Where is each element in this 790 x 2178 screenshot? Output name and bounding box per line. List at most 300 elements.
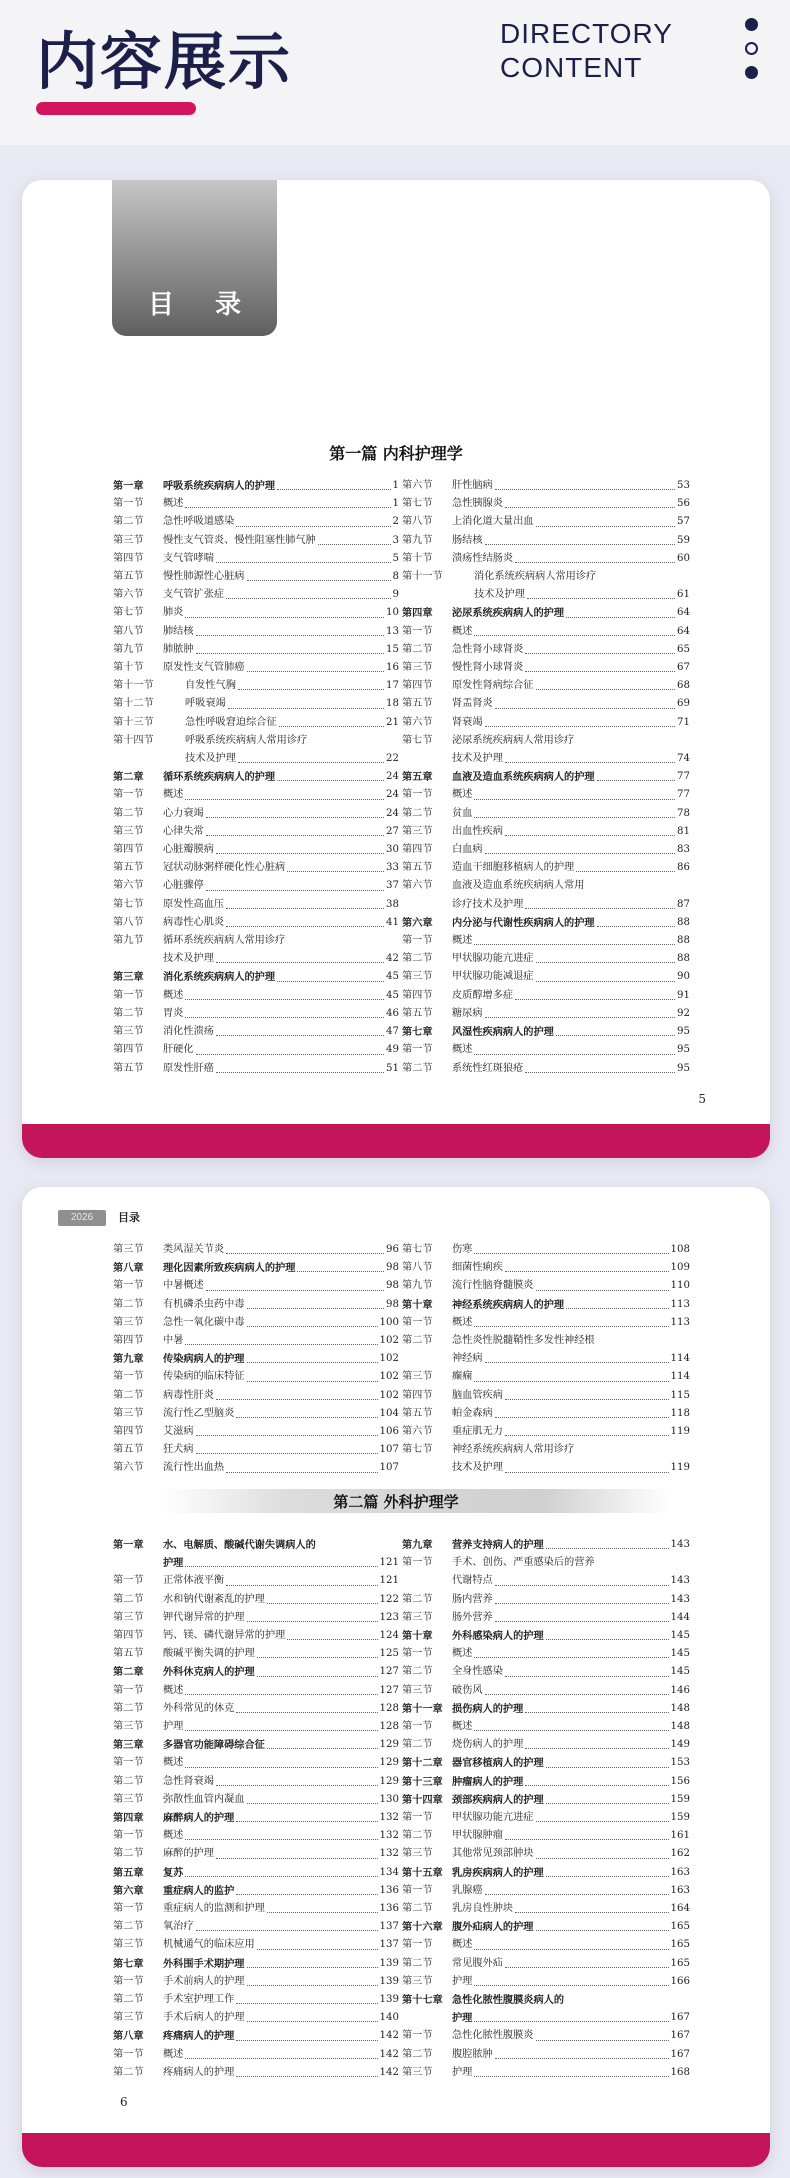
toc-entry-page: 161: [670, 1830, 690, 1842]
toc-entry-number: 第七节: [113, 898, 144, 910]
toc-entry-page: 74: [677, 753, 690, 765]
toc-entry-number: 第六节: [402, 1426, 433, 1438]
toc-entry-page: 134: [379, 1866, 399, 1878]
dot-leader: [566, 604, 675, 617]
toc-entry-title: 正常体液平衡: [163, 1575, 225, 1587]
toc-entry-title: 技术及护理: [474, 589, 525, 601]
toc-entry-number: 第六节: [402, 716, 433, 728]
toc-entry-row: [402, 1827, 690, 1845]
toc-entry-row: [402, 1350, 690, 1368]
toc-entry-page: 41: [386, 916, 399, 928]
dot-leader: [185, 1718, 377, 1731]
toc-entry-row: [402, 623, 690, 641]
toc-entry-title: 弥散性血管内凝血: [163, 1793, 245, 1805]
toc-entry-number: 第三节: [113, 1407, 144, 1419]
toc-entry-row: [402, 1845, 690, 1863]
dot-leader: [196, 641, 384, 654]
toc-entry-page: 127: [379, 1666, 399, 1678]
dot-leader: [536, 968, 676, 981]
toc-entry-title: 原发性肝癌: [163, 1062, 214, 1074]
dot-leader: [236, 1700, 377, 1713]
dot-leader: [236, 1809, 377, 1822]
toc-entry-title: 手术后病人的护理: [163, 2012, 245, 2024]
toc-entry-title: 呼吸系统疾病病人的护理: [163, 480, 276, 492]
toc-entry-number: 第二节: [113, 1775, 144, 1787]
toc-entry-page: 148: [670, 1702, 690, 1714]
toc-entry-page: 5: [392, 552, 399, 564]
toc-entry-number: 第一节: [113, 1757, 144, 1769]
toc-entry-title: 护理: [163, 1557, 184, 1570]
toc-entry-row: [402, 1682, 690, 1700]
dot-leader: [216, 1845, 378, 1858]
toc-entry-title: 疼痛病人的护理: [163, 2030, 235, 2043]
toc-entry-title: 概述: [452, 1721, 473, 1733]
toc-entry-number: 第一章: [113, 480, 144, 492]
dot-leader: [505, 1955, 669, 1968]
toc-entry-page: 129: [379, 1739, 399, 1751]
part-title: 第一篇 内科护理学: [329, 444, 463, 463]
toc-entry-row: [402, 932, 690, 950]
toc-entry-page: 145: [670, 1666, 690, 1678]
toc-entry-title: 甲状腺功能减退症: [452, 971, 534, 983]
toc-entry-title: 外科感染病人的护理: [452, 1630, 544, 1643]
toc-entry-row: [402, 1441, 690, 1459]
toc-entry-row: [402, 1736, 690, 1754]
toc-entry-title: 类风湿关节炎: [163, 1244, 225, 1255]
toc-entry-number: 第五节: [113, 571, 144, 583]
toc-entry-page: 102: [379, 1335, 399, 1347]
toc-entry-number: 第三节: [113, 1721, 144, 1733]
toc-entry-page: 129: [379, 1757, 399, 1769]
toc-entry-page: 22: [386, 753, 399, 765]
toc-entry-title: 皮质醇增多症: [452, 989, 514, 1001]
toc-tab: [112, 180, 277, 336]
toc-entry-number: 第十三章: [402, 1775, 443, 1788]
dot-leader: [515, 987, 675, 1000]
toc-entry-row: [402, 1718, 690, 1736]
toc-entry-title: 乳房良性肿块: [452, 1903, 514, 1915]
toc-page-2: [22, 1187, 770, 2167]
toc-entry-row: [402, 659, 690, 677]
dot-leader: [185, 1827, 377, 1840]
dot-leader: [505, 750, 675, 763]
toc-entry-number: 第四节: [402, 844, 433, 856]
toc-entry-page: 1: [392, 480, 399, 491]
toc-entry-number: 第十二节: [113, 698, 154, 710]
toc-entry-row: [402, 677, 690, 695]
toc-entry-page: 119: [670, 1462, 690, 1474]
toc-chapter-row: [113, 1864, 399, 1882]
toc-entry-title: 复苏: [163, 1866, 184, 1879]
dot-leader: [525, 1736, 668, 1749]
toc-entry-title: 神经病: [452, 1353, 483, 1365]
toc-entry-row: [113, 1845, 399, 1863]
toc-entry-number: 第二节: [402, 1739, 433, 1751]
toc-entry-number: 第六章: [402, 916, 433, 929]
toc-entry-title: 概述: [452, 1939, 473, 1951]
toc-entry-title: 消化系统疾病病人的护理: [163, 971, 276, 984]
toc-entry-page: 10: [386, 607, 399, 619]
toc-entry-page: 13: [386, 625, 399, 637]
toc-chapter-row: [113, 1955, 399, 1973]
toc-entry-number: 第九节: [402, 534, 433, 546]
toc-entry-title: 概述: [452, 1316, 473, 1328]
dot-leader: [536, 1845, 669, 1858]
toc-entry-row: [402, 987, 690, 1005]
toc-entry-title: 概述: [163, 789, 184, 801]
toc-chapter-row: [402, 1700, 690, 1718]
toc-entry-number: 第十一节: [402, 571, 443, 583]
dot-leader: [216, 1387, 378, 1400]
toc-entry-number: 第十一节: [113, 680, 154, 692]
toc-entry-number: 第十四章: [402, 1793, 443, 1806]
toc-entry-page: 124: [379, 1630, 399, 1642]
toc-chapter-row: [402, 1754, 690, 1772]
toc-entry-title: 理化因素所致疾病病人的护理: [163, 1262, 296, 1275]
toc-entry-row: [113, 1423, 399, 1441]
toc-chapter-row: [402, 1864, 690, 1882]
toc-entry-number: 第十章: [402, 1630, 433, 1643]
toc-chapter-row: [113, 2027, 399, 2045]
toc-entry-page: 122: [379, 1593, 399, 1605]
dot-leader: [495, 695, 675, 708]
toc-entry-title: 传染病病人的护理: [163, 1353, 245, 1366]
toc-entry-title: 概述: [163, 1684, 184, 1696]
toc-entry-title: 水和钠代谢紊乱的护理: [163, 1593, 265, 1605]
toc-entry-row: [113, 1572, 399, 1590]
dot-leader: [474, 1718, 668, 1731]
toc-entry-title: 急性胰腺炎: [452, 498, 503, 510]
toc-entry-number: 第三节: [402, 1848, 433, 1860]
toc-entry-title: 概述: [163, 989, 184, 1001]
toc-entry-page: 132: [379, 1848, 399, 1860]
dot-leader: [485, 1350, 669, 1363]
dot-leader: [216, 1060, 384, 1073]
toc-entry-page: 159: [670, 1812, 690, 1824]
toc-entry-page: 156: [670, 1775, 690, 1787]
toc-entry-number: 第一节: [402, 2030, 433, 2042]
dot-leader: [236, 2064, 377, 2077]
toc-entry-title: 原发性肾病综合征: [452, 680, 534, 692]
toc-entry-row: [113, 1368, 399, 1386]
toc-entry-row: [113, 1773, 399, 1791]
toc-entry-title: 呼吸系统疾病病人常用诊疗: [185, 734, 308, 746]
dot-leader: [546, 1536, 669, 1549]
toc-entry-page: 88: [677, 935, 690, 947]
toc-entry-title: 上消化道大量出血: [452, 516, 534, 528]
toc-entry-number: 第十节: [402, 552, 433, 564]
toc-entry-page: 69: [677, 698, 690, 710]
toc-entry-page: 110: [670, 1280, 690, 1292]
toc-entry-page: 148: [670, 1721, 690, 1733]
toc-entry-number: 第三节: [113, 1244, 144, 1255]
toc-page-1: [22, 180, 770, 1158]
toc-entry-page: 102: [379, 1389, 399, 1401]
toc-entry-row: [113, 513, 399, 531]
toc-entry-page: 167: [670, 2012, 690, 2024]
toc-entry-page: 2: [392, 516, 399, 528]
toc-entry-row: [402, 1609, 690, 1627]
toc-entry-row: [402, 1368, 690, 1386]
toc-entry-title: 癫痫: [452, 1371, 473, 1383]
dot-leader: [206, 823, 384, 836]
toc-entry-row: [402, 695, 690, 713]
toc-chapter-row: [402, 1991, 690, 2009]
toc-entry-page: 119: [670, 1426, 690, 1438]
toc-entry-number: 第一节: [402, 1721, 433, 1733]
toc-entry-row: [113, 1005, 399, 1023]
toc-entry-page: 137: [379, 1921, 399, 1933]
dot-leader: [527, 586, 675, 599]
dot-leader: [226, 1241, 384, 1254]
toc-entry-title: 支气管哮喘: [163, 552, 214, 564]
dot-leader: [257, 1645, 378, 1658]
toc-entry-number: 第一节: [113, 1371, 144, 1383]
dot-leader: [474, 1041, 675, 1054]
toc-entry-title: 甲状腺肿瘤: [452, 1830, 503, 1842]
dot-leader: [226, 586, 390, 599]
toc-entry-number: 第三节: [113, 1026, 144, 1038]
toc-entry-number: 第二章: [113, 771, 144, 784]
toc-entry-number: 第二节: [402, 1903, 433, 1915]
toc-entry-title: 钙、镁、磷代谢异常的护理: [163, 1630, 286, 1642]
toc-entry-title: 急性呼吸道感染: [163, 516, 235, 528]
toc-entry-row: [402, 1955, 690, 1973]
toc-entry-row: [113, 604, 399, 622]
toc-entry-number: 第十七章: [402, 1994, 443, 2007]
toc-entry-number: 第二节: [402, 1593, 433, 1605]
toc-column-left: [113, 1241, 399, 1478]
toc-entry-page: 128: [379, 1721, 399, 1733]
toc-entry-title: 护理: [452, 1975, 473, 1987]
toc-entry-row: [113, 695, 399, 713]
toc-entry-title: 肠外营养: [452, 1611, 493, 1623]
toc-entry-number: 第三节: [402, 971, 433, 983]
toc-entry-row: [113, 2064, 399, 2082]
toc-entry-row: [113, 1627, 399, 1645]
toc-entry-title: 脑血管疾病: [452, 1389, 503, 1401]
toc-entry-title: 肝性脑病: [452, 480, 493, 491]
toc-entry-title: 急性呼吸窘迫综合征: [185, 716, 277, 728]
toc-entry-page: 90: [677, 971, 690, 983]
toc-entry-title: 烧伤病人的护理: [452, 1739, 524, 1751]
toc-entry-row: [402, 950, 690, 968]
toc-entry-number: 第八节: [113, 916, 144, 928]
toc-entry-title: 器官移植病人的护理: [452, 1757, 544, 1770]
toc-entry-title: 护理: [452, 2012, 473, 2025]
dot-leader: [525, 1773, 668, 1786]
dot-leader: [505, 495, 675, 508]
toc-entry-number: 第七节: [402, 498, 433, 510]
toc-entry-title: 概述: [452, 935, 473, 947]
toc-entry-number: 第四节: [113, 1426, 144, 1438]
toc-entry-row: [402, 1663, 690, 1681]
dot-leader: [196, 623, 384, 636]
toc-entry-title: 神经系统疾病病人的护理: [452, 1298, 565, 1311]
toc-entry-row: [113, 1023, 399, 1041]
toc-entry-number: 第二节: [113, 1389, 144, 1401]
toc-entry-title: 肠内营养: [452, 1593, 493, 1605]
toc-entry-row: [113, 823, 399, 841]
dot-leader: [247, 1314, 378, 1327]
toc-entry-page: 114: [670, 1353, 690, 1365]
toc-entry-title: 原发性高血压: [163, 898, 225, 910]
toc-entry-page: 130: [379, 1793, 399, 1805]
toc-entry-page: 159: [670, 1793, 690, 1805]
toc-entry-row: [402, 1882, 690, 1900]
dot-leader: [495, 1405, 669, 1418]
toc-entry-number: 第七节: [402, 1444, 433, 1456]
toc-entry-row: [113, 1700, 399, 1718]
toc-entry-number: 第一节: [113, 989, 144, 1001]
dot-leader: [196, 1041, 384, 1054]
toc-entry-number: 第八节: [402, 516, 433, 528]
toc-entry-number: 第四章: [402, 607, 433, 620]
toc-entry-row: [402, 750, 690, 768]
toc-entry-page: 144: [670, 1611, 690, 1623]
toc-entry-title: 酸碱平衡失调的护理: [163, 1648, 255, 1660]
toc-entry-title: 支气管扩张症: [163, 589, 225, 601]
toc-entry-number: 第五节: [402, 698, 433, 710]
toc-entry-row: [113, 1918, 399, 1936]
dot-leader: [566, 1296, 668, 1309]
toc-entry-page: 125: [379, 1648, 399, 1660]
dot-leader: [597, 768, 675, 781]
toc-entry-title: 概述: [452, 1648, 473, 1660]
toc-entry-number: 第三节: [402, 1371, 433, 1383]
dot-leader: [238, 750, 384, 763]
toc-entry-number: 第五节: [113, 862, 144, 874]
toc-entry-title: 肾盂肾炎: [452, 698, 493, 710]
toc-entry-row: [113, 841, 399, 859]
toc-entry-row: [402, 586, 690, 604]
toc-entry-title: 狂犬病: [163, 1444, 194, 1456]
dot-leader: [318, 532, 391, 545]
toc-entry-row: [113, 2046, 399, 2064]
dot-leader: [226, 1459, 377, 1472]
toc-entry-number: 第十六章: [402, 1921, 443, 1934]
toc-chapter-row: [113, 1350, 399, 1368]
toc-entry-number: 第八章: [113, 1262, 144, 1275]
toc-entry-title: 氧治疗: [163, 1921, 194, 1933]
toc-entry-title: 自发性气胸: [185, 680, 236, 692]
toc-entry-row: [113, 950, 399, 968]
toc-chapter-row: [113, 1736, 399, 1754]
toc-entry-title: 流行性乙型脑炎: [163, 1407, 235, 1419]
toc-entry-number: 第七章: [113, 1957, 144, 1970]
toc-entry-page: 47: [386, 1026, 399, 1038]
toc-entry-page: 132: [379, 1812, 399, 1824]
dot-leader: [228, 695, 384, 708]
toc-entry-row: [113, 1332, 399, 1350]
toc-chapter-row: [113, 1554, 399, 1572]
toc-entry-row: [113, 1041, 399, 1059]
card-footer-bar: [22, 1124, 770, 1158]
toc-entry-number: 第二节: [113, 1593, 144, 1605]
toc-entry-row: [402, 1591, 690, 1609]
toc-entry-row: [402, 1973, 690, 1991]
toc-entry-title: 消化性溃疡: [163, 1026, 214, 1038]
toc-entry-number: 第十三节: [113, 716, 154, 728]
toc-entry-number: 第十节: [113, 662, 144, 674]
toc-entry-number: 第六节: [113, 1462, 144, 1474]
toc-entry-title: 技术及护理: [452, 1462, 503, 1474]
toc-entry-row: [402, 550, 690, 568]
toc-entry-page: 168: [670, 2066, 690, 2078]
toc-entry-title: 原发性支气管肺癌: [163, 662, 245, 674]
toc-entry-title: 慢性肺源性心脏病: [163, 571, 245, 583]
dot-leader: [474, 1936, 668, 1949]
toc-entry-page: 102: [379, 1371, 399, 1383]
toc-chapter-row: [402, 2009, 690, 2027]
toc-entry-page: 98: [386, 1280, 399, 1292]
toc-entry-row: [402, 1005, 690, 1023]
toc-entry-page: 51: [386, 1062, 399, 1074]
toc-entry-number: 第二节: [113, 1702, 144, 1714]
dot-leader: [236, 1882, 377, 1895]
toc-chapter-row: [402, 1791, 690, 1809]
toc-entry-row: [113, 896, 399, 914]
toc-entry-number: 第一节: [402, 1316, 433, 1328]
toc-entry-row: [402, 1936, 690, 1954]
toc-entry-title: 麻醉病人的护理: [163, 1812, 235, 1825]
toc-entry-number: 第九章: [113, 1353, 144, 1366]
toc-column-left: [113, 1536, 399, 2082]
toc-entry-page: 166: [670, 1975, 690, 1987]
toc-entry-page: 68: [677, 680, 690, 692]
toc-entry-title: 消化系统疾病病人常用诊疗: [474, 571, 597, 583]
toc-entry-number: 第三节: [113, 534, 144, 546]
toc-entry-number: 第九节: [402, 1280, 433, 1292]
toc-entry-title: 冠状动脉粥样硬化性心脏病: [163, 862, 286, 874]
toc-entry-number: 第一节: [402, 1939, 433, 1951]
toc-entry-row: [402, 1809, 690, 1827]
toc-entry-page: 18: [386, 698, 399, 710]
dot-leader: [247, 1609, 378, 1622]
dot-leader: [525, 896, 675, 909]
toc-entry-page: 142: [379, 2030, 399, 2042]
toc-entry-title: 肠结核: [452, 534, 483, 546]
toc-entry-row: [402, 532, 690, 550]
toc-entry-row: [402, 1405, 690, 1423]
toc-entry-page: 102: [379, 1353, 399, 1365]
toc-entry-page: 77: [677, 789, 690, 801]
dot-leader: [185, 1864, 377, 1877]
toc-entry-row: [402, 2027, 690, 2045]
toc-entry-page: 95: [677, 1026, 690, 1038]
toc-entry-title: 手术前病人的护理: [163, 1975, 245, 1987]
toc-entry-title: 肝硬化: [163, 1044, 194, 1056]
toc-entry-title: 中暑概述: [163, 1280, 204, 1292]
toc-entry-title: 甲状腺功能亢进症: [452, 1812, 534, 1824]
toc-entry-number: 第三节: [113, 1611, 144, 1623]
toc-entry-number: 第三节: [402, 1611, 433, 1623]
toc-entry-row: [113, 1441, 399, 1459]
dot-leader: [247, 1973, 378, 1986]
toc-entry-row: [402, 1314, 690, 1332]
toc-column-left: [113, 477, 399, 1078]
dot-leader: [474, 805, 675, 818]
toc-entry-row: [402, 859, 690, 877]
toc-entry-row: [113, 623, 399, 641]
toc-entry-page: 113: [670, 1316, 690, 1328]
toc-entry-number: 第三节: [113, 2012, 144, 2024]
toc-entry-row: [113, 1791, 399, 1809]
dot-leader: [525, 1060, 675, 1073]
dot-leader: [279, 714, 384, 727]
toc-entry-page: 33: [386, 862, 399, 874]
dot-leader: [495, 1609, 669, 1622]
